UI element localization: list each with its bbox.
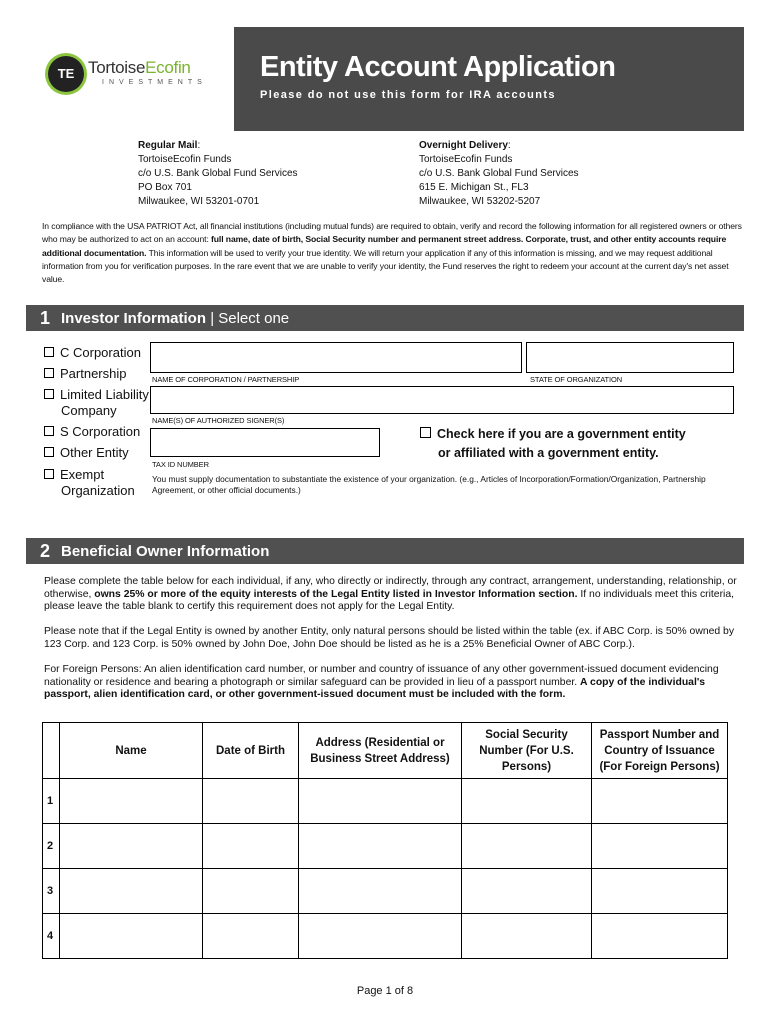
- table-row: [43, 824, 728, 869]
- table-row: [43, 779, 728, 824]
- column-address: Address (Residential or Business Street Address): [299, 723, 462, 779]
- name-cell[interactable]: [60, 914, 203, 959]
- beneficial-owner-table: [42, 722, 728, 959]
- header-bar: [234, 27, 744, 131]
- option-s-corporation[interactable]: S Corporation: [44, 424, 140, 440]
- logo-mark: TE: [48, 56, 84, 92]
- section-beneficial-owner: 2 Beneficial Owner Information: [26, 538, 744, 564]
- dob-cell[interactable]: [203, 824, 299, 869]
- logo-name: TortoiseEcofin: [88, 58, 191, 77]
- name-cell[interactable]: [60, 869, 203, 914]
- passport-cell[interactable]: [592, 869, 728, 914]
- address-cell[interactable]: [299, 914, 462, 959]
- column-passport: Passport Number and Country of Issuance (For Foreign Persons): [592, 723, 728, 779]
- checkbox[interactable]: [44, 469, 54, 479]
- dob-cell[interactable]: [203, 914, 299, 959]
- row-number: 1: [43, 779, 60, 824]
- overnight-delivery-address: Overnight Delivery: TortoiseEcofin Funds c/o U.S. Bank Global Fund Services 615 E. Michigan St., FL3 Milwaukee, WI 53202-5207: [419, 140, 579, 207]
- authorized-signers-input[interactable]: [150, 386, 734, 414]
- option-c-corporation[interactable]: C Corporation: [44, 345, 141, 361]
- foreign-persons-note: For Foreign Persons: An alien identification card number, or number and country of issuance of any other government-issued document evidencing nationality or residence and bearing a photograph or similar safeguard can be provided in lieu of a passport number. A copy of the individual's passport, alien identification card, or other government-issued document must be included with the form.: [44, 664, 719, 701]
- government-entity-checkbox[interactable]: Check here if you are a government entity or affiliated with a government entity.: [420, 425, 686, 463]
- page-number: Page 1 of 8: [356, 985, 414, 997]
- option-llc[interactable]: Limited Liability Company: [44, 387, 149, 419]
- authorized-signers-label: NAME(S) OF AUTHORIZED SIGNER(S): [152, 416, 285, 425]
- column-name: Name: [60, 723, 203, 779]
- row-number: 4: [43, 914, 60, 959]
- ssn-cell[interactable]: [462, 914, 592, 959]
- page-title: Entity Account Application: [260, 51, 616, 83]
- checkbox[interactable]: [420, 427, 431, 438]
- row-number: 3: [43, 869, 60, 914]
- state-of-organization-label: STATE OF ORGANIZATION: [530, 375, 623, 384]
- regular-mail-address: Regular Mail: TortoiseEcofin Funds c/o U.S. Bank Global Fund Services PO Box 701 Milwaukee, WI 53201-0701: [138, 140, 298, 207]
- dob-cell[interactable]: [203, 779, 299, 824]
- tax-id-input[interactable]: [150, 428, 380, 457]
- dob-cell[interactable]: [203, 869, 299, 914]
- option-partnership[interactable]: Partnership: [44, 366, 126, 382]
- name-cell[interactable]: [60, 824, 203, 869]
- corporation-name-label: NAME OF CORPORATION / PARTNERSHIP: [152, 375, 300, 384]
- row-number: 2: [43, 824, 60, 869]
- name-cell[interactable]: [60, 779, 203, 824]
- checkbox[interactable]: [44, 426, 54, 436]
- ssn-cell[interactable]: [462, 779, 592, 824]
- passport-cell[interactable]: [592, 914, 728, 959]
- checkbox[interactable]: [44, 347, 54, 357]
- address-cell[interactable]: [299, 869, 462, 914]
- tax-id-label: TAX ID NUMBER: [152, 460, 209, 469]
- table-row: [43, 869, 728, 914]
- option-other-entity[interactable]: Other Entity: [44, 445, 129, 461]
- state-of-organization-input[interactable]: [526, 342, 734, 373]
- table-row: [43, 914, 728, 959]
- passport-cell[interactable]: [592, 779, 728, 824]
- passport-cell[interactable]: [592, 824, 728, 869]
- company-logo: [48, 52, 218, 96]
- section-investor-information: 1 Investor Information | Select one: [26, 305, 744, 331]
- column-date-of-birth: Date of Birth: [203, 723, 299, 779]
- checkbox[interactable]: [44, 447, 54, 457]
- page-subtitle: Please do not use this form for IRA accounts: [260, 89, 556, 101]
- column-row-number: [43, 723, 60, 779]
- beneficial-owner-instructions: Please complete the table below for each individual, if any, who directly or indirectly, through any contract, arrangement, understanding, relationship, or otherwise, owns 25% or more of the equity interests of the Legal Entity listed in Investor Information section. If no individuals meet this criteria, please leave the table blank to certify this requirement does not apply for the Legal Entity.: [44, 576, 737, 613]
- option-exempt-organization[interactable]: Exempt Organization: [44, 467, 135, 499]
- table-header-row: [43, 723, 728, 779]
- address-cell[interactable]: [299, 779, 462, 824]
- checkbox[interactable]: [44, 368, 54, 378]
- documentation-note: You must supply documentation to substantiate the existence of your organization. (e.g., Articles of Incorporation/Formation/Organization, Partnership Agreement, or other official documents.): [152, 474, 706, 495]
- column-ssn: Social Security Number (For U.S. Persons): [462, 723, 592, 779]
- ssn-cell[interactable]: [462, 824, 592, 869]
- checkbox[interactable]: [44, 389, 54, 399]
- address-cell[interactable]: [299, 824, 462, 869]
- legal-entity-note: Please note that if the Legal Entity is owned by another Entity, only natural persons should be listed within the table (ex. if ABC Corp. is 50% owned by 123 Corp. and 123 Corp. is 50% owned by John Doe, John Doe should be listed as he is a 25% Beneficial Owner of ABC Corp.).: [44, 626, 735, 650]
- patriot-act-notice: In compliance with the USA PATRIOT Act, all financial institutions (including mutual funds) are required to obtain, verify and record the following information for all registered owners or others who may be authorized to act on an account: full name, date of birth, Social Security number and permanent street address. Corporate, trust, and other entity accounts require additional documentation. This information will be used to verify your true identity. We will return your application if any of this information is missing, and we may request additional information from you for verification purposes. In the rare event that we are unable to verify your identity, the Fund reserves the right to redeem your account at the current day's net asset value.: [42, 221, 742, 285]
- corporation-name-input[interactable]: [150, 342, 522, 373]
- ssn-cell[interactable]: [462, 869, 592, 914]
- logo-subtitle: INVESTMENTS: [102, 79, 207, 86]
